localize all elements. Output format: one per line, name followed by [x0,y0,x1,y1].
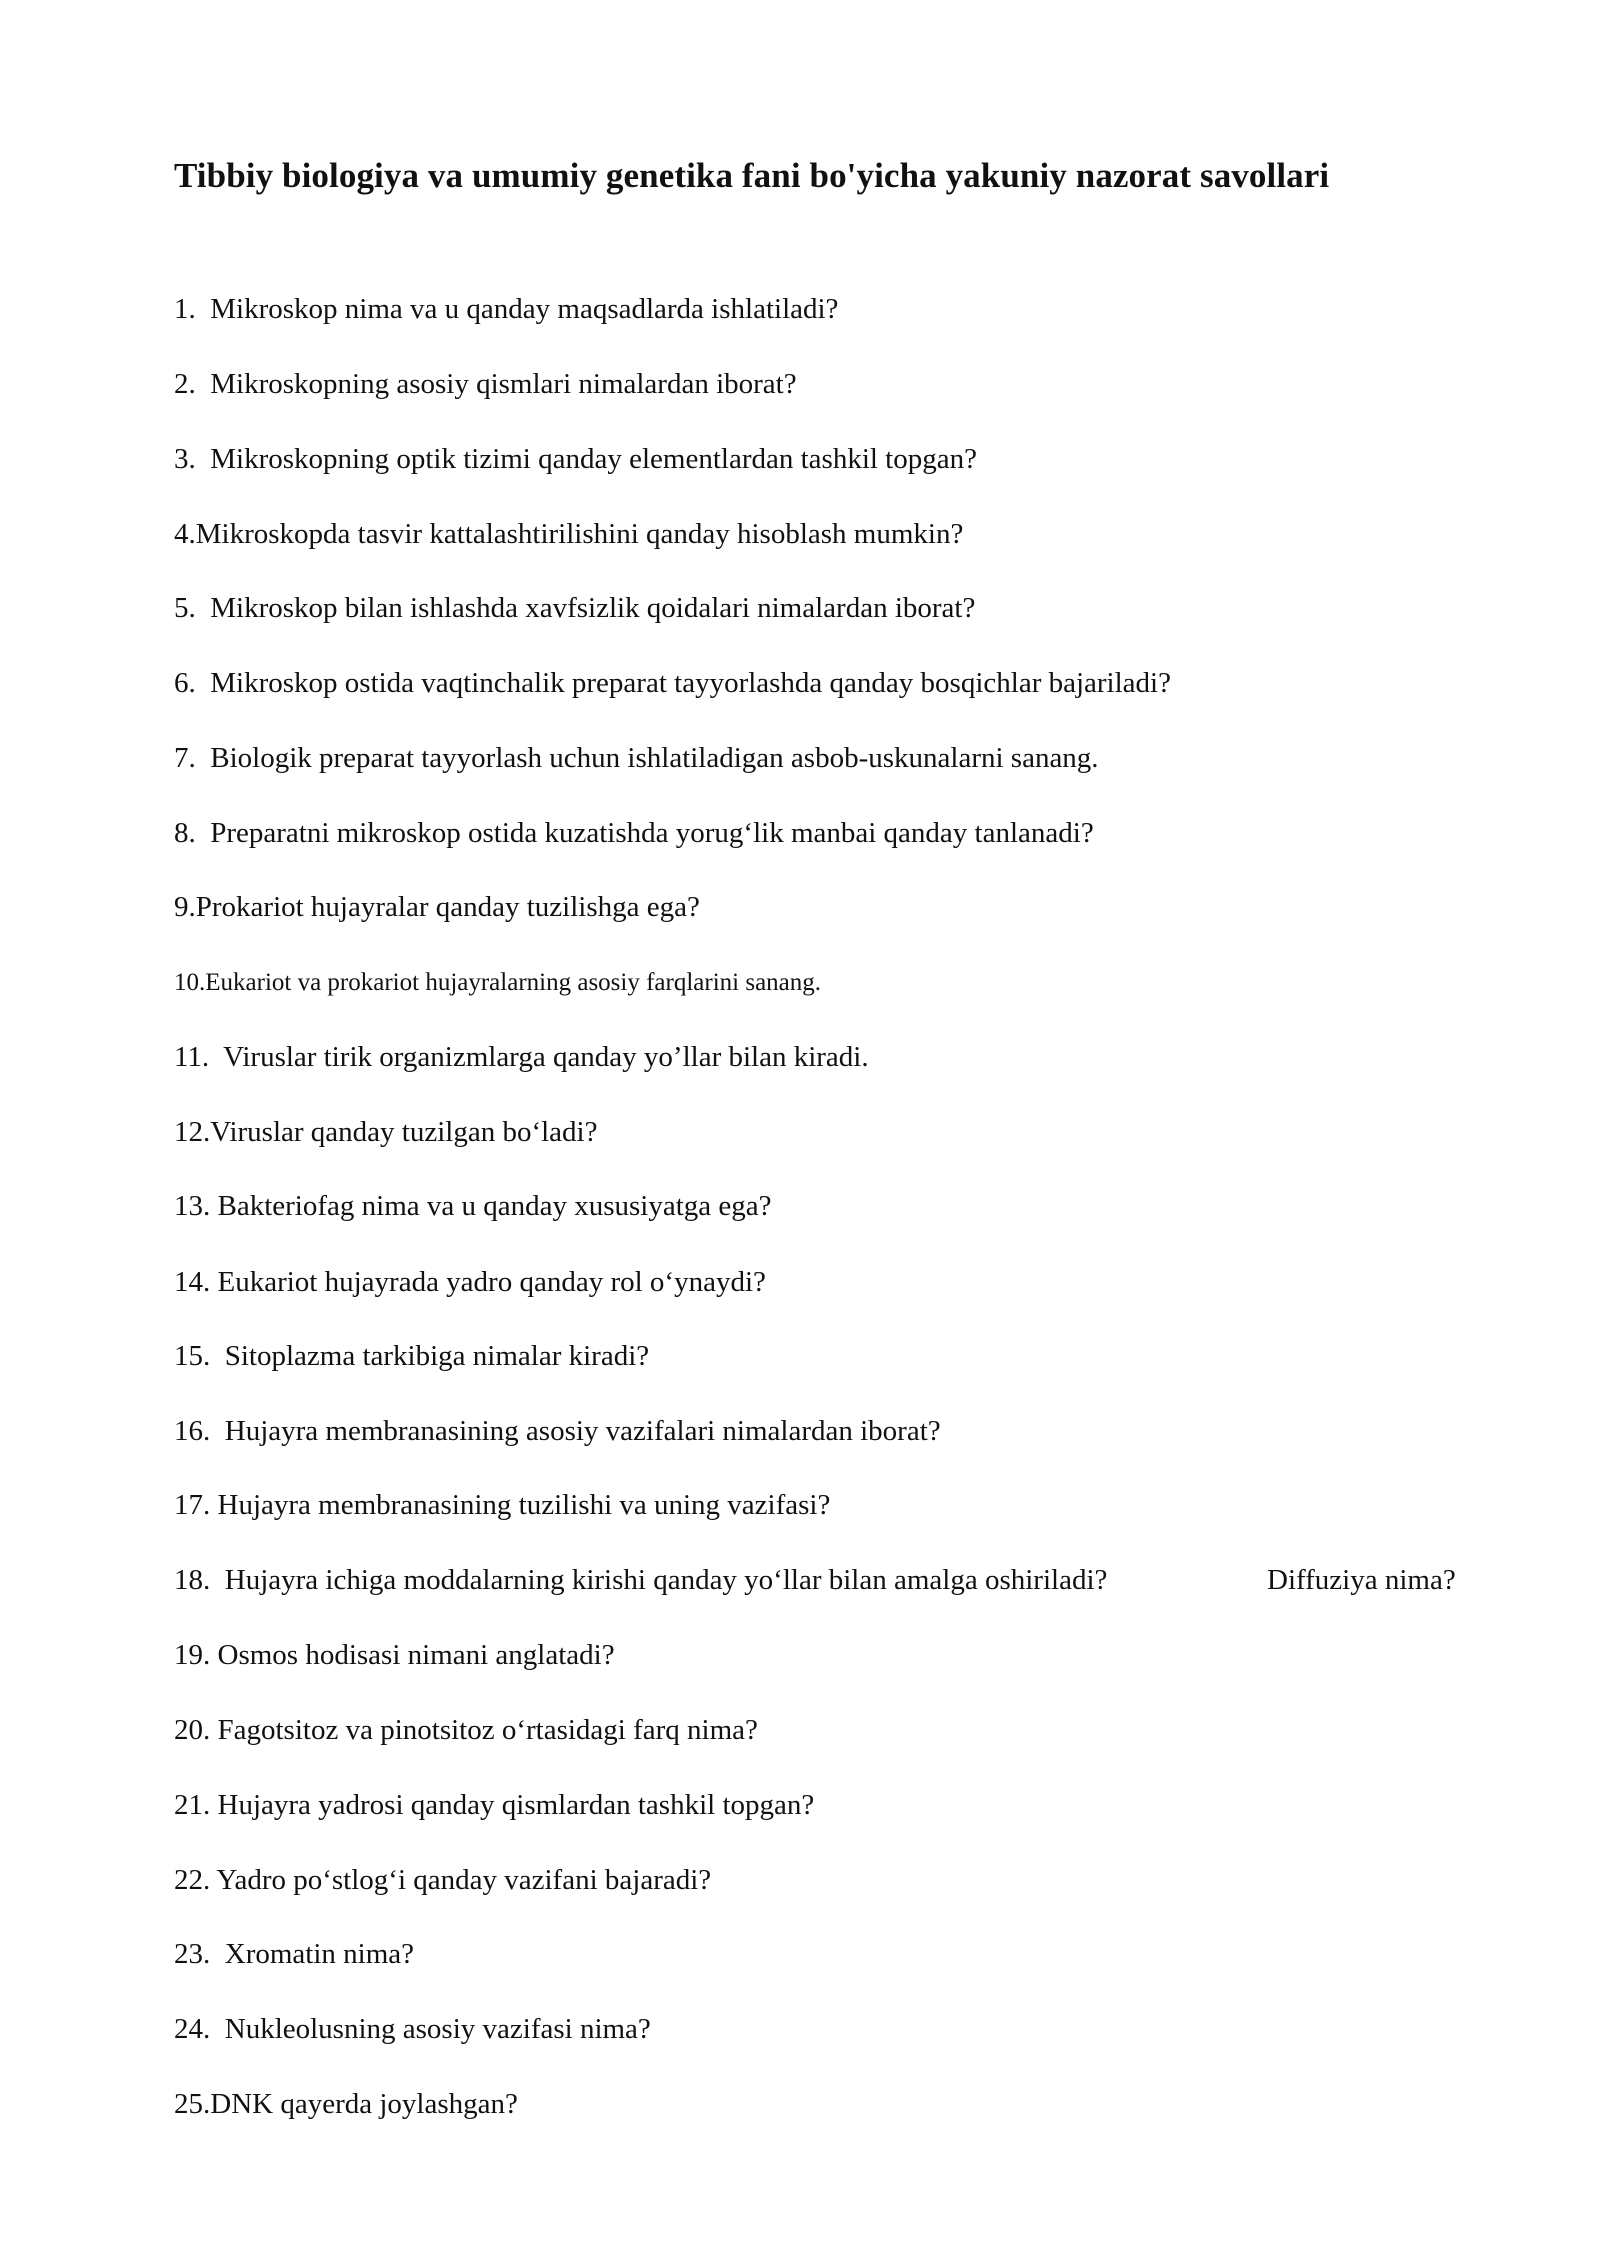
question-item: 13. Bakteriofag nima va u qanday xususiyatga ega? [174,1190,772,1222]
question-item: 20. Fagotsitoz va pinotsitoz o‘rtasidagi farq nima? [174,1714,758,1746]
question-item: 8. Preparatni mikroskop ostida kuzatishda yorug‘lik manbai qanday tanlanadi? [174,817,1094,849]
question-item: 25.DNK qayerda joylashgan? [174,2088,518,2120]
question-item: 11. Viruslar tirik organizmlarga qanday yo’llar bilan kiradi. [174,1041,869,1073]
question-item: 7. Biologik preparat tayyorlash uchun ishlatiladigan asbob-uskunalarni sanang. [174,742,1099,774]
question-item: 6. Mikroskop ostida vaqtinchalik preparat tayyorlashda qanday bosqichlar bajariladi? [174,667,1171,699]
question-item: 17. Hujayra membranasining tuzilishi va uning vazifasi? [174,1489,831,1521]
question-item: 15. Sitoplazma tarkibiga nimalar kiradi? [174,1340,650,1372]
question-item: 19. Osmos hodisasi nimani anglatadi? [174,1639,615,1671]
question-item: 1. Mikroskop nima va u qanday maqsadlarda ishlatiladi? [174,293,839,325]
question-item: 14. Eukariot hujayrada yadro qanday rol o‘ynaydi? [174,1266,766,1298]
document-title: Tibbiy biologiya va umumiy genetika fani bo'yicha yakuniy nazorat savollari [174,156,1330,195]
question-item: 4.Mikroskopda tasvir kattalashtirilishini qanday hisoblash mumkin? [174,518,964,550]
question-item: 3. Mikroskopning optik tizimi qanday elementlardan tashkil topgan? [174,443,977,475]
question-item: 24. Nukleolusning asosiy vazifasi nima? [174,2013,651,2045]
question-item: 22. Yadro po‘stlog‘i qanday vazifani bajaradi? [174,1864,712,1896]
question-item: 21. Hujayra yadrosi qanday qismlardan tashkil topgan? [174,1789,815,1821]
question-item: 10.Eukariot va prokariot hujayralarning asosiy farqlarini sanang. [174,969,822,996]
question-item: 18. Hujayra ichiga moddalarning kirishi qanday yo‘llar bilan amalga oshiriladi? [174,1564,1108,1596]
question-item-extra: Diffuziya nima? [1267,1564,1456,1596]
question-item: 12.Viruslar qanday tuzilgan bo‘ladi? [174,1116,598,1148]
question-item: 23. Xromatin nima? [174,1938,415,1970]
question-item: 2. Mikroskopning asosiy qismlari nimalardan iborat? [174,368,797,400]
question-item: 5. Mikroskop bilan ishlashda xavfsizlik qoidalari nimalardan iborat? [174,592,976,624]
question-item: 9.Prokariot hujayralar qanday tuzilishga ega? [174,891,700,923]
question-item: 16. Hujayra membranasining asosiy vazifalari nimalardan iborat? [174,1415,941,1447]
